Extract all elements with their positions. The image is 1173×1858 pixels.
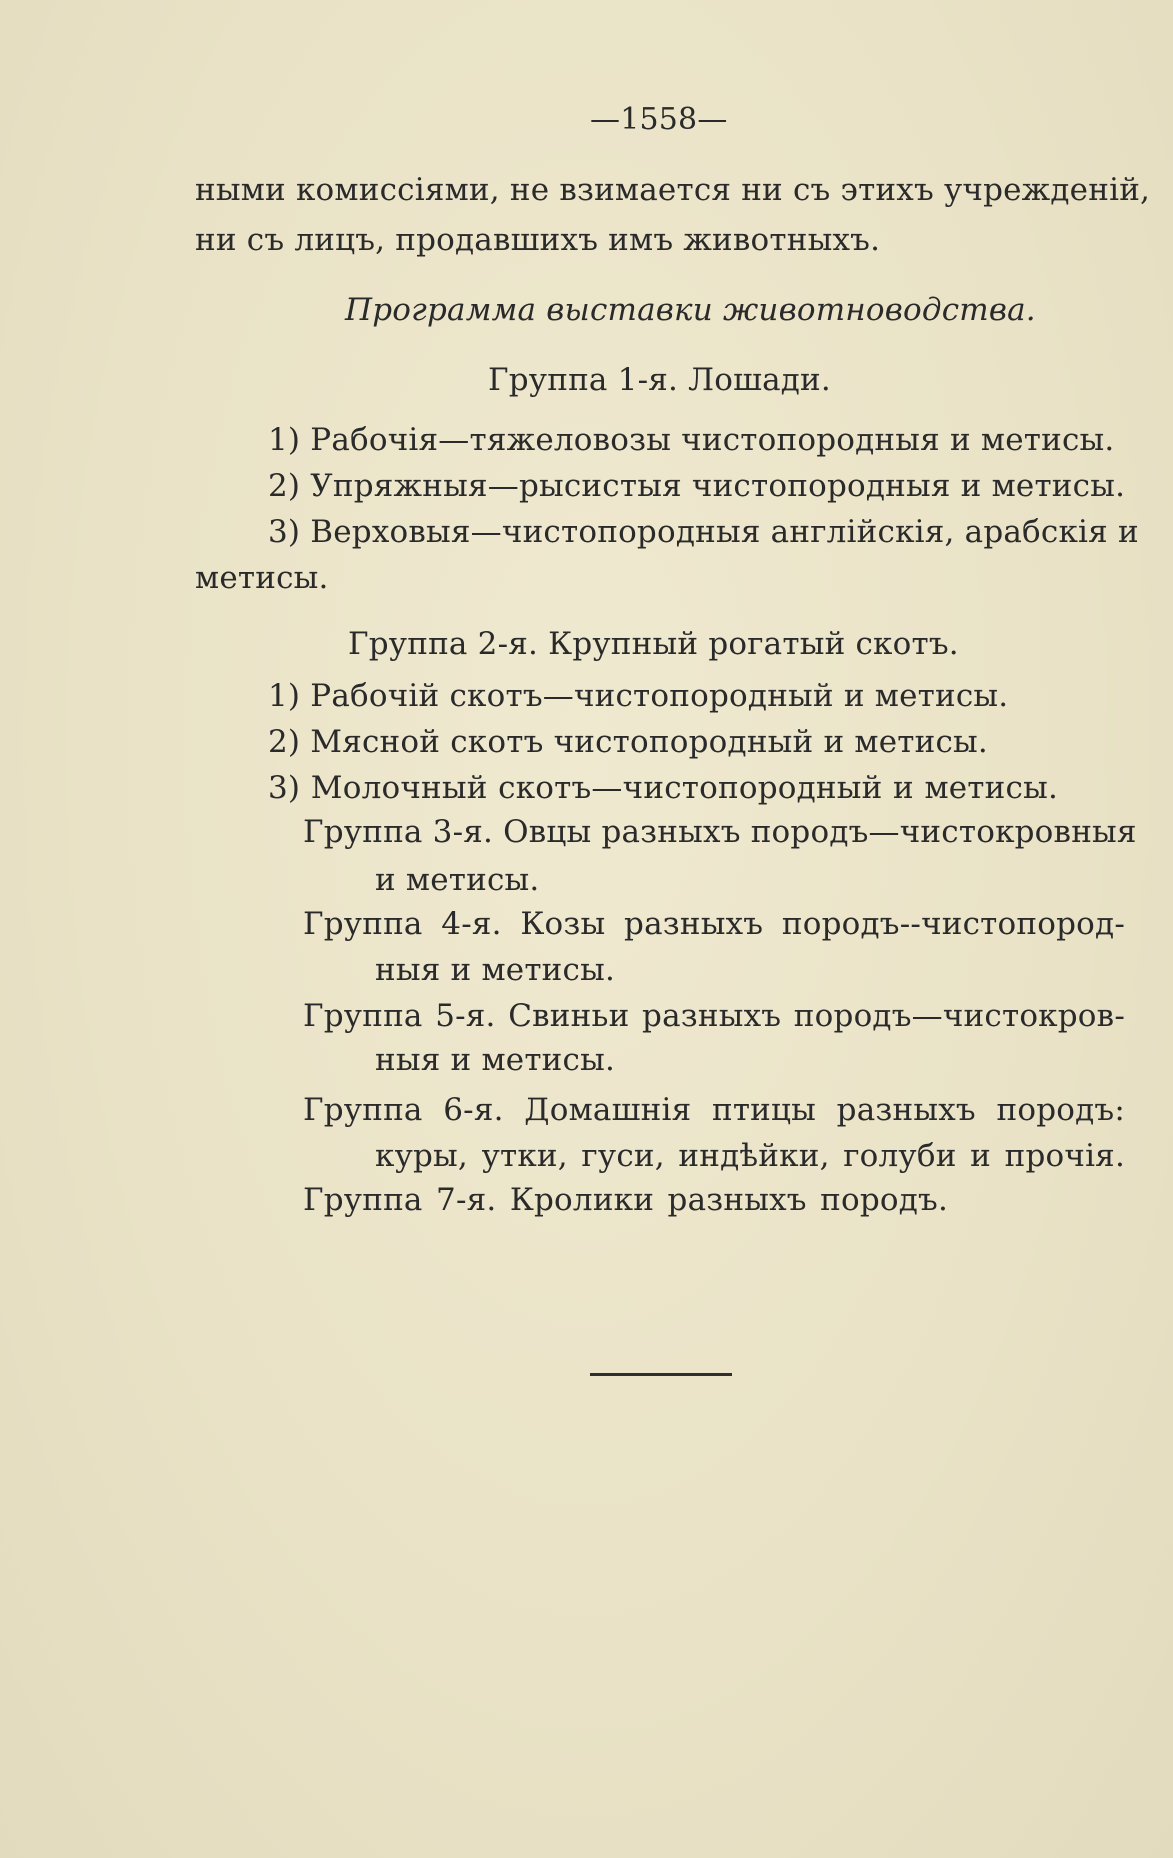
group2-item-2: 2) Мясной скотъ чистопородный и метисы. [268, 724, 988, 760]
group7-line-1: Группа 7-я. Кролики разныхъ породъ. [303, 1182, 948, 1218]
group2-heading: Группа 2-я. Крупный рогатый скотъ. [348, 626, 959, 662]
program-title: Программа выставки животноводства. [345, 292, 1036, 328]
group3-line-2: и метисы. [375, 862, 540, 898]
group2-item-3: 3) Молочный скотъ—чистопородный и метисы. [268, 770, 1058, 806]
group1-item-1: 1) Рабочія—тяжеловозы чистопородныя и метисы. [268, 422, 1115, 458]
group3-line-1: Группа 3-я. Овцы разныхъ породъ—чистокровныя [303, 814, 1137, 850]
group1-item-3-cont: метисы. [195, 560, 329, 596]
group2-item-1: 1) Рабочій скотъ—чистопородный и метисы. [268, 678, 1009, 714]
intro-line-2: ни съ лицъ, продавшихъ имъ животныхъ. [195, 222, 881, 258]
group4-line-2: ныя и метисы. [375, 952, 616, 988]
horizontal-rule [590, 1373, 732, 1376]
group1-item-3: 3) Верховыя—чистопородныя англійскія, арабскія и [268, 514, 1139, 550]
group1-heading: Группа 1-я. Лошади. [488, 362, 831, 398]
group6-line-1: Группа 6-я. Домашнія птицы разныхъ породъ: [303, 1092, 1125, 1128]
group5-line-1: Группа 5-я. Свиньи разныхъ породъ—чистокров- [303, 998, 1125, 1034]
group6-line-2: куры, утки, гуси, индѣйки, голуби и прочія. [375, 1138, 1125, 1174]
group4-line-1: Группа 4-я. Козы разныхъ породъ--чистопород- [303, 906, 1125, 942]
group1-item-2: 2) Упряжныя—рысистыя чистопородныя и метисы. [268, 468, 1126, 504]
group5-line-2: ныя и метисы. [375, 1042, 616, 1078]
intro-line-1: ными комиссіями, не взимается ни съ этихъ учрежденій, [195, 172, 1151, 208]
page-number: —1558— [590, 102, 728, 137]
